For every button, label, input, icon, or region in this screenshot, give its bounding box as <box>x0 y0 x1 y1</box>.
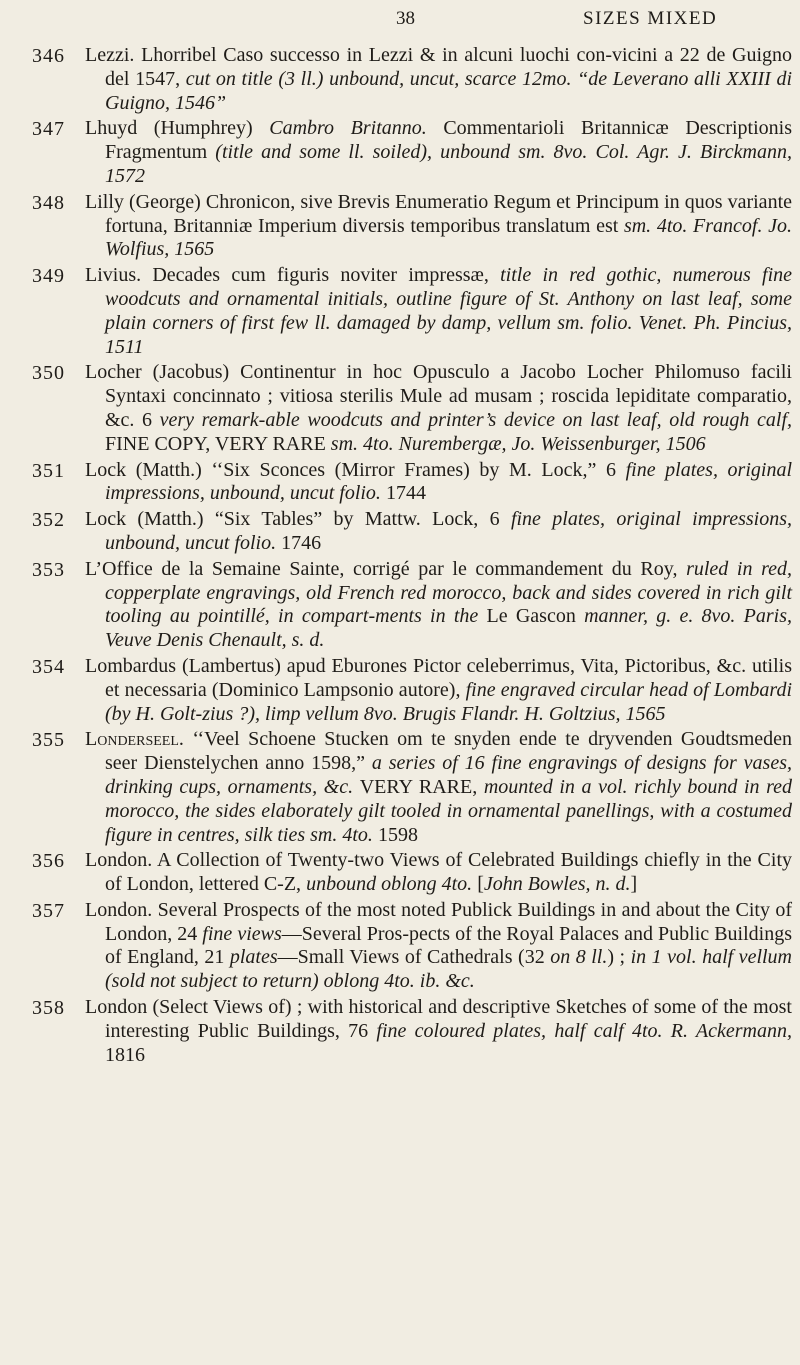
entry-description <box>85 361 792 456</box>
entry-text-segment: a series of 16 fine engravings of designs for vases, drinking cups, ornaments, &c. <box>105 752 792 798</box>
entry-description <box>85 849 792 897</box>
entry-description <box>85 44 792 115</box>
lot-number: 355 <box>32 729 65 752</box>
entry-text-segment: —Several Pros-pects of the Royal Palaces and Public Buildings of England, 21 <box>105 922 792 969</box>
entry-text-segment: Lezzi. Lhorribel Caso successo in Lezzi & in alcuni luochi con-vicini a 22 de Guigno del 1547, <box>85 44 792 90</box>
entry-text-segment: ] <box>630 873 638 896</box>
entry-text-segment: 1816 <box>105 1043 145 1066</box>
page-number: 38 <box>396 8 415 29</box>
entry-text-segment: Livius. Decades cum figuris noviter impressæ, <box>85 264 501 287</box>
catalogue-entry <box>0 728 800 847</box>
lot-number: 354 <box>32 655 65 678</box>
catalogue-entry <box>0 264 800 359</box>
entry-text-segment: sm. 4to. Nurembergæ, Jo. Weissenburger, 1506 <box>330 432 706 455</box>
catalogue-entry <box>0 44 800 115</box>
entry-description <box>85 264 792 359</box>
lot-number: 346 <box>32 45 65 67</box>
catalogue-entry <box>0 117 800 188</box>
entry-text-segment: 1744 <box>385 482 426 505</box>
entry-text-segment: ruled in red, copperplate engravings, old French red morocco, back and sides covered in rich gilt tooling au pointillé, in compart-ments in the <box>105 557 792 628</box>
lot-number: 357 <box>32 899 65 922</box>
entry-text-segment: FINE COPY, VERY RARE <box>105 432 331 455</box>
entry-text-segment: sm. 4to. Francof. Jo. Wolfius, 1565 <box>105 214 793 261</box>
catalogue-entries <box>0 44 800 1069</box>
lot-number: 350 <box>32 362 65 385</box>
entry-text-segment: very remark-able woodcuts and printer’s device on last leaf, old rough calf, <box>159 408 793 431</box>
entry-description <box>85 558 792 653</box>
entry-description <box>85 191 792 262</box>
catalogue-entry <box>0 361 800 456</box>
lot-number: 349 <box>32 265 65 288</box>
catalogue-entry <box>0 849 800 897</box>
catalogue-entry <box>0 996 800 1067</box>
entry-description <box>85 996 792 1067</box>
lot-number: 352 <box>32 509 65 532</box>
entry-text-segment: London. A Collection of Twenty-two Views of Celebrated Buildings chiefly in the City of London, lettered C-Z, <box>85 849 792 896</box>
entry-text-segment: VERY RARE, <box>359 775 484 798</box>
entry-text-segment: L’Office de la Semaine Sainte, corrigé par le commandement du Roy, <box>85 557 687 580</box>
entry-text-segment: unbound oblong 4to. <box>306 873 478 896</box>
catalogue-entry <box>0 655 800 726</box>
entry-description <box>85 117 792 188</box>
entry-text-segment: 1598 <box>377 823 418 846</box>
entry-description <box>85 899 792 994</box>
entry-text-segment: Commentarioli Britannicæ Descriptionis Fragmentum <box>105 117 792 164</box>
lot-number: 353 <box>32 558 65 581</box>
entry-text-segment: ‘‘Veel Schoene Stucken om te snyden ende te dryvenden Goudtsmeden seer Dienstelychen anno 1598,” <box>105 728 793 775</box>
entry-text-segment: on 8 ll. <box>550 946 608 969</box>
catalogue-entry <box>0 459 800 507</box>
entry-text-segment: mounted in a vol. richly bound in red morocco, the sides elaborately gilt tooled in ornamental panellings, with a costumed figure in centres, silk ties sm. 4to. <box>105 775 793 846</box>
entry-text-segment: fine plates, original impressions, unbound, uncut folio. <box>105 458 793 505</box>
entry-text-segment: Lombardus (Lambertus) apud Eburones Pictor celeberrimus, Vita, Pictoribus, &c. utilis et necessaria (Dominico Lampsonio autore), <box>85 654 792 701</box>
lot-number: 348 <box>32 191 65 214</box>
entry-text-segment: cut on title (3 ll.) unbound, uncut, scarce 12mo. “de Leverano alli XXIII di Guigno, 1546” <box>105 67 792 114</box>
entry-description <box>85 655 792 726</box>
entry-text-segment: Lock (Matth.) “Six Tables” by Mattw. Lock, 6 <box>85 508 511 531</box>
entry-text-segment: Locher (Jacobus) Continentur in hoc Opusculo a Jacobo Locher Philomuso facili Syntaxi concinnato ; vitiosa sterilis Mule ad musam ; roscida lepiditate comparatio, &c. 6 <box>85 361 792 431</box>
catalogue-entry <box>0 508 800 556</box>
section-title: SIZES MIXED <box>583 8 718 29</box>
entry-text-segment: manner, g. e. 8vo. Paris, Veuve Denis Chenault, s. d. <box>105 605 793 652</box>
entry-text-segment: Cambro Britanno. <box>269 117 444 140</box>
entry-text-segment: fine engraved circular head of Lombardi (by H. Golt-zius ?), limp vellum 8vo. Brugis Flandr. H. Goltzius, 1565 <box>105 678 792 725</box>
entry-description <box>85 459 792 507</box>
entry-text-segment: Lock (Matth.) ‘‘Six Sconces (Mirror Frames) by M. Lock,” 6 <box>85 458 626 481</box>
lot-number: 356 <box>32 850 65 873</box>
catalogue-entry <box>0 191 800 262</box>
entry-text-segment: London. Several Prospects of the most noted Publick Buildings in and about the City of London, 24 <box>85 898 792 945</box>
entry-text-segment: fine views <box>202 922 282 945</box>
entry-text-segment: Lhuyd (Humphrey) <box>85 117 270 140</box>
catalogue-entry <box>0 558 800 653</box>
entry-text-segment: Londerseel. <box>85 728 193 751</box>
lot-number: 351 <box>32 459 65 482</box>
entry-text-segment: plates <box>229 946 278 969</box>
lot-number: 347 <box>32 118 65 141</box>
entry-description <box>85 728 792 847</box>
entry-description <box>85 508 792 556</box>
entry-text-segment: 1746 <box>281 531 322 554</box>
entry-text-segment: fine coloured plates, half calf 4to. R. Ackermann, <box>376 1019 792 1042</box>
entry-text-segment: ) ; <box>607 946 631 969</box>
running-head <box>0 8 800 32</box>
entry-text-segment: [ <box>477 873 484 896</box>
entry-text-segment: John Bowles, n. d. <box>483 873 631 896</box>
entry-text-segment: London (Select Views of) ; with historical and descriptive Sketches of some of the most interesting Public Buildings, 76 <box>85 996 792 1042</box>
entry-text-segment: in 1 vol. half vellum (sold not subject to return) oblong 4to. ib. &c. <box>105 946 792 993</box>
entry-text-segment: Le Gascon <box>486 605 585 628</box>
entry-text-segment: fine plates, original impressions, unbound, uncut folio. <box>105 508 793 554</box>
entry-text-segment: —Small Views of Cathedrals (32 <box>277 946 551 969</box>
entry-text-segment: title in red gothic, numerous fine woodcuts and ornamental initials, outline figure of St. Anthony on last leaf, some plain corners of first few ll. damaged by damp, vellum sm. folio. Venet. Ph. Pincius, 1511 <box>105 264 792 358</box>
entry-text-segment: (title and some ll. soiled), unbound sm. 8vo. Col. Agr. J. Birckmann, 1572 <box>105 141 792 187</box>
catalogue-entry <box>0 899 800 994</box>
entry-text-segment: Lilly (George) Chronicon, sive Brevis Enumeratio Regum et Principum in quos variante fortuna, Britanniæ Imperium diversis temporibus translatum est <box>85 190 792 237</box>
lot-number: 358 <box>32 997 65 1020</box>
